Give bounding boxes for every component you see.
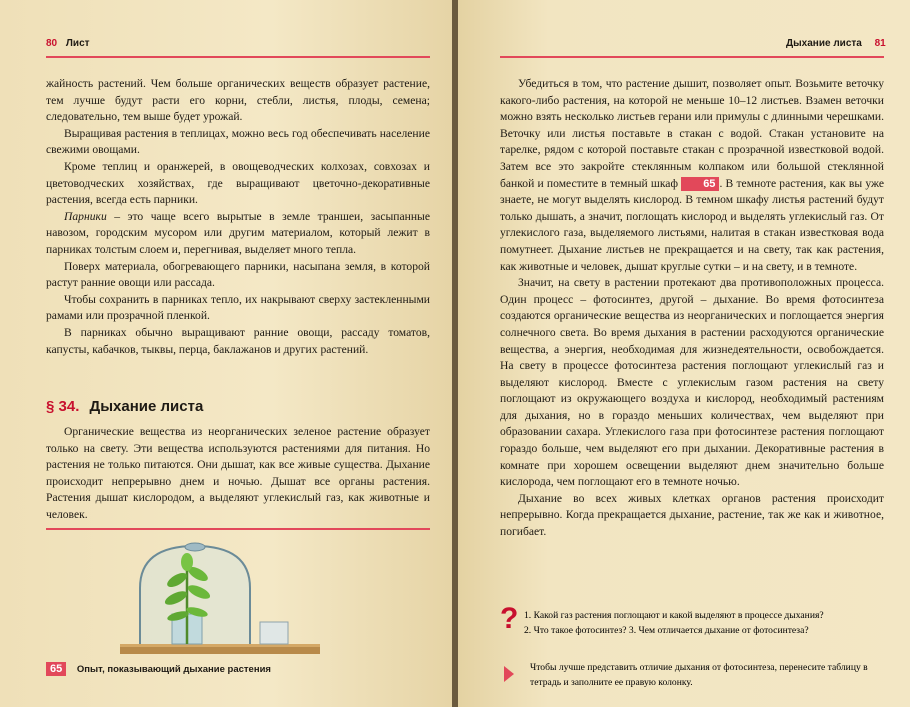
left-running-header <box>46 38 90 49</box>
paragraph: Выращивая растения в теплицах, можно весь год обеспечивать население свежими овощами. <box>46 126 430 157</box>
term-definition: – это чаще всего вырытые в земле траншеи, засыпанные навозом, городским мусором или другим материалом, который лежит в парниках толстым слоем и, перегнивая, выделяет много тепла. <box>46 209 430 256</box>
paragraph: Дыхание во всех живых клетках органов растения происходит непрерывно. Когда прекращается дыхание, растение, так же как и животное, погибает. <box>500 491 884 539</box>
task-text: Чтобы лучше представить отличие дыхания от фотосинтеза, перенесите таблицу в тетрадь и заполните ее правую колонку. <box>530 662 868 688</box>
task-arrow-icon <box>504 666 514 682</box>
section-heading <box>46 398 203 415</box>
right-running-header <box>786 38 886 49</box>
tray-edge <box>120 644 320 647</box>
left-body-text <box>46 76 430 358</box>
section-number: § 34. <box>46 398 80 415</box>
wooden-tray <box>120 646 320 654</box>
question-2: 2. Что такое фотосинтез? 3. Чем отличается дыхание от фотосинтеза? <box>524 625 809 636</box>
paragraph: Чтобы сохранить в парниках тепло, их накрывают сверху застекленными рамами или прозрачной пленкой. <box>46 292 430 323</box>
paragraph-text: Убедиться в том, что растение дышит, позволяет опыт. Возьмите веточку какого-либо растения, на которой не меньше 10–12 листьев. Взамен веточки можно взять несколько листьев герани или примулы с длинными черешками. Веточку или листья поставьте в стакан с водой. Стакан установите на тарелке, рядом с которой поставьте стакан с прозрачной известковой водой. Затем все это закройте стеклянным колпаком или большой стеклянной банкой и поместите в темный шкаф <box>500 77 884 190</box>
questions-block <box>524 608 884 638</box>
paragraph: Органические вещества из неорганических зеленое растение образует только на свету. Эти вещества используются растениями для питания. Но растения не только питаются. Они дышат, как все живые существа. Дыхание происходит непрерывно днем и ночью. Дышат все органы растения. Растения дышат кислородом, а выделяют углекислый газ, как животные и человек. <box>46 425 430 521</box>
left-page-number: 80 <box>46 38 58 49</box>
term: Парники <box>64 209 107 223</box>
section-title: Дыхание листа <box>89 398 204 415</box>
term-paragraph <box>46 209 430 259</box>
paragraph-text: . В темноте растения, как вы уже знаете, не могут выделять кислород. В темном шкафу листья растений будут только дышать, а значит, поглощать кислород и выделять углекислый газ. От углекислого газа, выделяемого листьями, налитая в стакан известковая вода помутнеет. Дыхание листьев не прекращается и на свету, так как растения, как животные и человек, дышат круглые сутки – и на свету, и в темноте. <box>500 176 884 273</box>
bell-jar-figure <box>100 540 330 660</box>
right-page-number: 81 <box>874 38 886 49</box>
figure-caption <box>46 662 271 676</box>
right-header-rule <box>500 56 884 58</box>
paragraph: Поверх материала, обогревающего парники, насыпана земля, в которой растут ранние овощи или рассада. <box>46 259 430 290</box>
paragraph: В парниках обычно выращивают ранние овощи, рассаду томатов, капусты, кабачков, тыквы, перца, баклажанов и других растений. <box>46 325 430 356</box>
right-page <box>458 0 910 707</box>
left-page <box>0 0 452 707</box>
question-1: 1. Какой газ растения поглощают и какой выделяют в процессе дыхания? <box>524 610 824 621</box>
right-running-head: Дыхание листа <box>786 38 862 49</box>
figure-top-rule <box>46 528 430 530</box>
limewater-glass <box>260 622 288 644</box>
question-mark-icon: ? <box>500 602 519 635</box>
figure-reference: 65 <box>681 177 719 191</box>
left-running-head: Лист <box>65 38 90 49</box>
figure-number-badge: 65 <box>46 662 66 676</box>
paragraph: Кроме теплиц и оранжерей, в овощеводческих колхозах, совхозах и цветоводческих хозяйствах, где выращивают цветочно-декоративные растения, всегда есть парники. <box>46 159 430 207</box>
paragraph: Значит, на свету в растении протекают два противоположных процесса. Один процесс – фотосинтез, другой – дыхание. Во время фотосинтеза создаются органические вещества из неорганических и поглощается энергия солнечного света. Во время дыхания в растении расходуются органические вещества, а энергия, необходимая для жизнедеятельности, освобождается. На свету в процессе фотосинтеза растения поглощают углекислый газ и выделяют кислород. Вместе с углекислым газом растения на свету поглощают из окружающего воздуха и кислород, необходимый растениям для дыхания, но в гораздо меньших количествах, чем выделяют при образовании сахара. Углекислого газа при фотосинтезе растения поглощают гораздо больше, чем выделяют его при дыхании. Декоративные растения в комнате при хорошем освещении выделяют днем значительно больше кислорода, чем поглощают его в темноте ночью. <box>500 276 884 489</box>
leaf <box>181 553 193 571</box>
paragraph <box>500 76 884 275</box>
jar-knob <box>185 543 205 551</box>
left-header-rule <box>46 56 430 58</box>
right-body-text <box>500 76 884 541</box>
section-intro-text <box>46 424 430 524</box>
paragraph: жайность растений. Чем больше органических веществ образует растение, тем лучше будут расти его корни, стебли, листья, плоды, семена; следовательно, тем выше будет урожай. <box>46 77 430 124</box>
figure-caption-text: Опыт, показывающий дыхание растения <box>76 664 271 675</box>
